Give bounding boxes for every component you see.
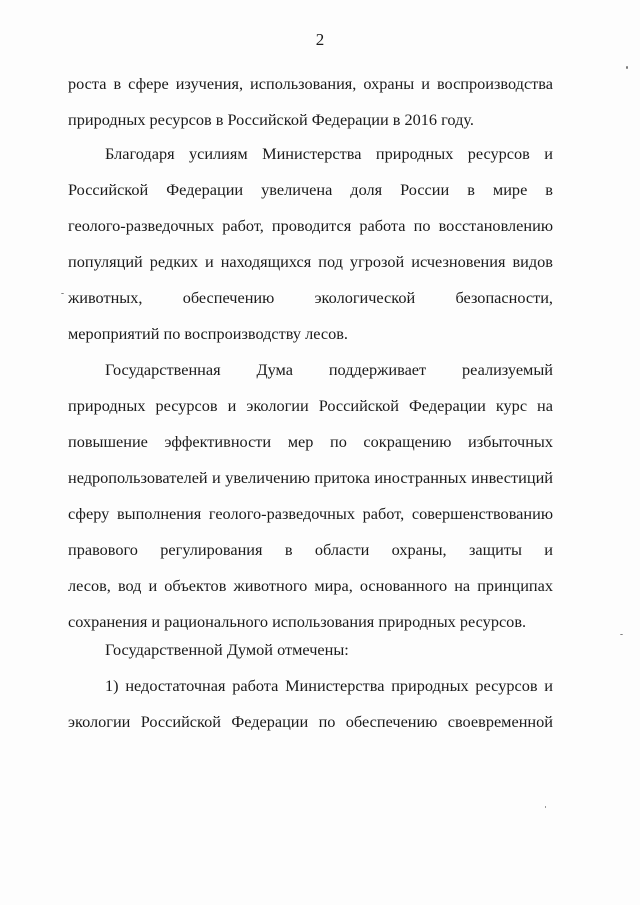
paragraph-line: животных, обеспечению экологической безопасности,: [68, 288, 553, 307]
paragraph-line: Благодаря усилиям Министерства природных ресурсов и: [105, 144, 553, 163]
paragraph-line: сферу выполнения геолого-разведочных работ, совершенствованию: [68, 504, 553, 523]
paragraph-line: Государственной Думой отмечены:: [105, 640, 349, 659]
scan-speck: [620, 634, 623, 635]
paragraph-line: экологии Российской Федерации по обеспечению своевременной: [68, 712, 553, 731]
scan-speck: [545, 806, 546, 808]
paragraph-line: геолого-разведочных работ, проводится работа по восстановлению: [68, 216, 553, 235]
paragraph-line: правового регулирования в области охраны, защиты и: [68, 540, 553, 559]
paragraph-line: природных ресурсов и экологии Российской Федерации курс на: [68, 396, 553, 415]
paragraph-line: сохранения и рационального использования природных ресурсов.: [68, 612, 527, 631]
paragraph-4: [68, 632, 553, 668]
paragraph-line: Российской Федерации увеличена доля России в мире в: [68, 180, 553, 199]
paragraph-1: [68, 66, 553, 138]
paragraph-line: природных ресурсов в Российской Федерации в 2016 году.: [68, 110, 474, 129]
paragraph-line: популяций редких и находящихся под угрозой исчезновения видов: [68, 252, 553, 271]
paragraph-line: роста в сфере изучения, использования, охраны и воспроизводства: [68, 74, 553, 93]
paragraph-5: [68, 668, 553, 740]
paragraph-3: [68, 352, 553, 640]
scan-speck: [626, 66, 628, 69]
paragraph-line: повышение эффективности мер по сокращению избыточных: [68, 432, 553, 451]
paragraph-2: [68, 136, 553, 352]
paragraph-line: недропользователей и увеличению притока иностранных инвестиций: [68, 468, 553, 487]
paragraph-line: 1) недостаточная работа Министерства природных ресурсов и: [105, 676, 553, 695]
paragraph-line: лесов, вод и объектов животного мира, основанного на принципах: [68, 576, 553, 595]
page-number: 2: [315, 30, 325, 49]
paragraph-line: Государственная Дума поддерживает реализуемый: [105, 360, 553, 379]
paragraph-line: мероприятий по воспроизводству лесов.: [68, 324, 348, 343]
scan-speck: [61, 293, 64, 294]
